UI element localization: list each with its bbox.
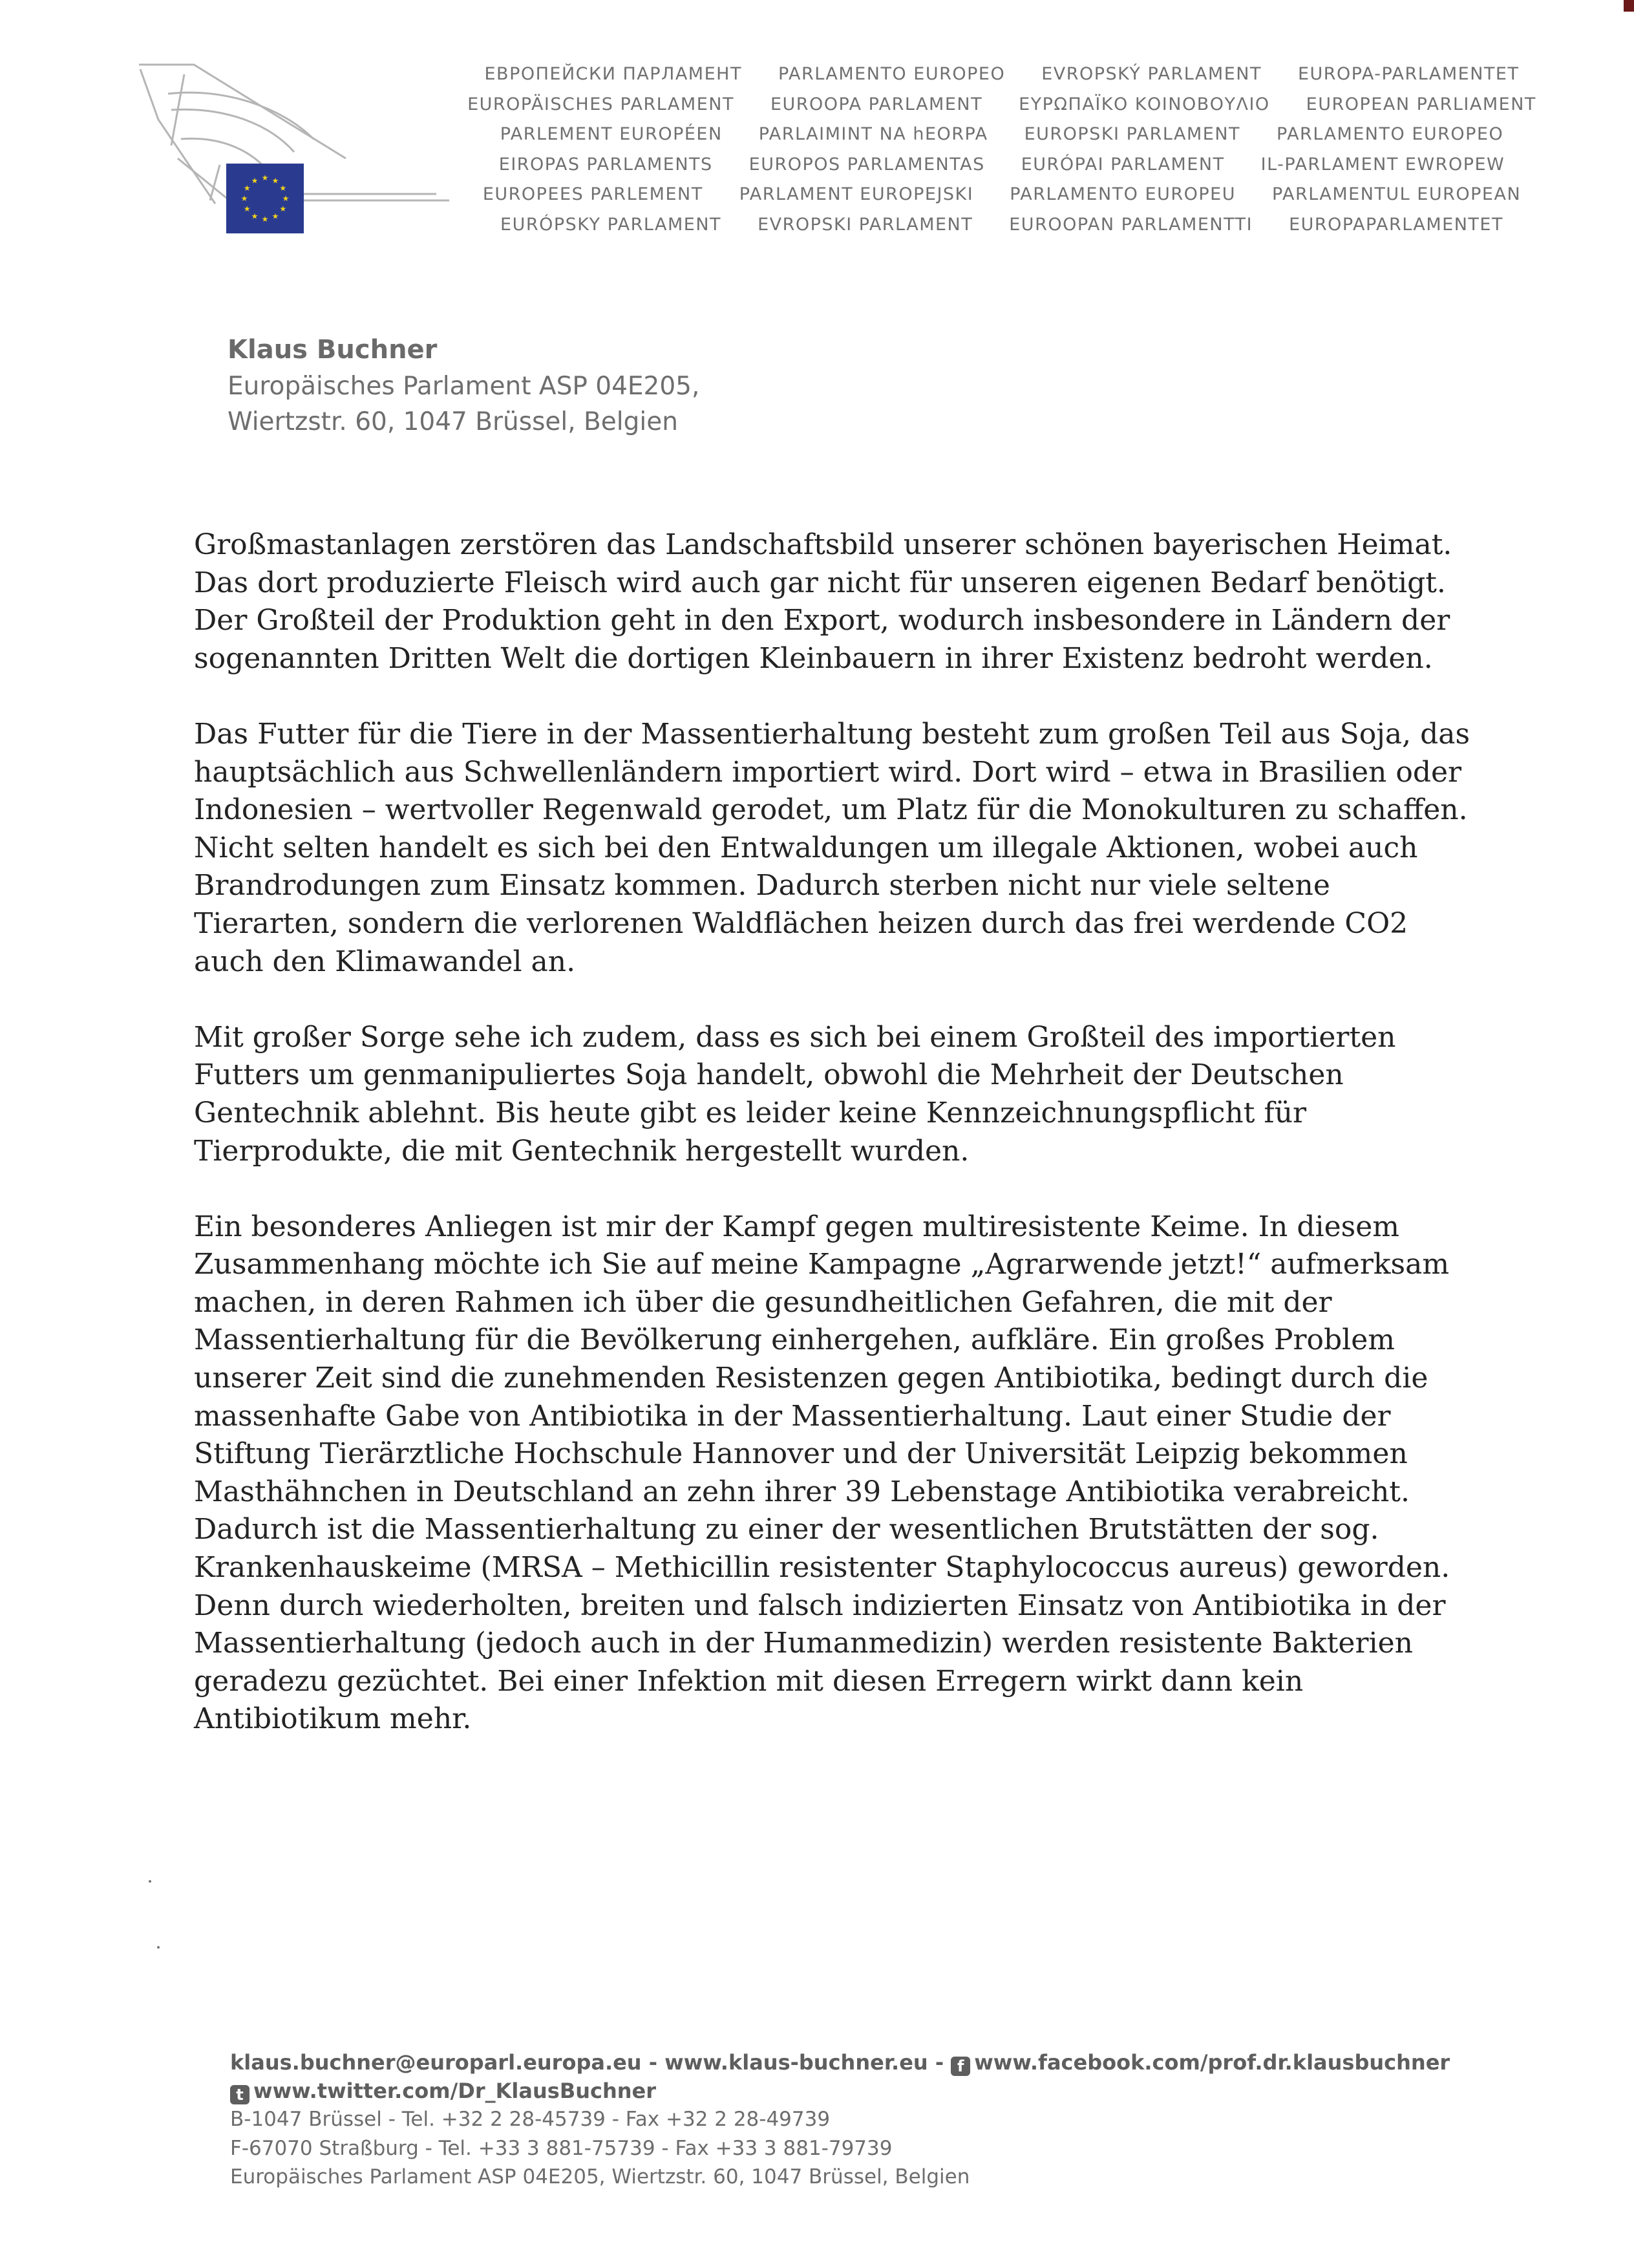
eu-star-icon: ★ [279,204,287,213]
hemicycle-line [210,165,220,200]
parliament-name: EUROPOS PARLAMENTAS [748,154,985,175]
parliament-name: ΕΥΡΩΠΑΪΚΟ ΚΟΙΝΟΒΟΥΛΙΟ [1019,94,1270,114]
hemicycle-line [178,158,229,200]
body-paragraph [194,1019,1454,1170]
european-parliament-logo [133,61,456,242]
parliament-name: EVROPSKI PARLAMENT [758,214,973,235]
parliament-name: PARLAMENTUL EUROPEAN [1271,184,1522,204]
body-line: Antibiotikum mehr. [194,1702,472,1736]
body-line: Zusammenhang möchte ich Sie auf meine Kampagne „Agrarwende jetzt!“ aufmerksam [194,1248,1450,1281]
parliament-name: EIROPAS PARLAMENTS [498,154,713,175]
parliament-name: PARLAMENTO EUROPEU [1010,184,1236,204]
body-line: Indonesien – wertvoller Regenwald gerodet, um Platz für die Monokulturen zu schaffen. [194,793,1468,827]
body-line: Brandrodungen zum Einsatz kommen. Dadurch sterben nicht nur viele seltene [194,869,1330,903]
eu-star-icon: ★ [271,176,279,186]
footer-contact-line [230,2048,1450,2077]
parliament-names-row [427,90,1577,120]
body-line: Massentierhaltung (jedoch auch in der Humanmedizin) werden resistente Bakterien [194,1627,1413,1660]
eu-star-icon: ★ [251,176,259,186]
eu-star-icon: ★ [261,173,269,182]
footer-separator: - [928,2050,951,2075]
scan-speck [149,1880,151,1883]
body-paragraph [194,716,1470,981]
eu-star-icon: ★ [279,184,287,193]
body-line: Tierarten, sondern die verlorenen Waldflächen heizen durch das frei werdende CO2 [194,906,1408,940]
body-line: Ein besonderes Anliegen ist mir der Kampf gegen multiresistente Keime. In diesem [194,1210,1399,1243]
hemicycle-line [139,65,346,158]
facebook-icon: f [951,2057,970,2076]
footer-facebook-link[interactable]: www.facebook.com/prof.dr.klausbuchner [974,2050,1450,2075]
body-line: Das Futter für die Tiere in der Massentierhaltung besteht zum großen Teil aus Soja, das [194,717,1470,751]
parliament-names-row [427,59,1577,90]
letter-body [194,526,1470,1777]
parliament-name: EURÓPAI PARLAMENT [1021,154,1225,175]
parliament-names-block [427,59,1577,240]
parliament-name: ЕВРОПЕЙСКИ ПАРЛАМЕНТ [484,64,742,84]
body-line: Großmastanlagen zerstören das Landschaftsbild unserer schönen bayerischen Heimat. [194,528,1452,561]
body-line: Nicht selten handelt es sich bei den Entwaldungen um illegale Aktionen, wobei auch [194,831,1418,864]
body-line: massenhafte Gabe von Antibiotika in der Massentierhaltung. Laut einer Studie der [194,1399,1391,1433]
parliament-name: EUROPA-PARLAMENTET [1297,64,1520,84]
parliament-names-row [427,210,1577,241]
body-line: sogenannten Dritten Welt die dortigen Kleinbauern in ihrer Existenz bedroht werden. [194,641,1433,675]
footer-brussels-contact: B-1047 Brüssel - Tel. +32 2 28-45739 - Fax +32 2 28-49739 [230,2108,831,2131]
body-line: Der Großteil der Produktion geht in den Export, wodurch insbesondere in Ländern der [194,604,1450,637]
parliament-name: PARLEMENT EUROPÉEN [500,124,723,144]
scan-speck [157,1946,160,1949]
eu-star-icon: ★ [243,184,251,193]
footer-website-link[interactable]: www.klaus-buchner.eu [664,2050,928,2075]
footer-address: Europäisches Parlament ASP 04E205, Wiertzstr. 60, 1047 Brüssel, Belgien [230,2165,970,2188]
body-line: Masthähnchen in Deutschland an zehn ihrer 39 Lebenstage Antibiotika verabreicht. [194,1475,1410,1508]
body-line: unserer Zeit sind die zunehmenden Resistenzen gegen Antibiotika, bedingt durch die [194,1362,1428,1395]
twitter-icon: t [230,2085,249,2104]
body-line: hauptsächlich aus Schwellenländern importiert wird. Dort wird – etwa in Brasilien oder [194,755,1462,789]
body-line: Dadurch ist die Massentierhaltung zu einer der wesentlichen Brutstätten der sog. [194,1513,1379,1546]
sender-address-line-1: Europäisches Parlament ASP 04E205, [228,372,700,401]
eu-star-icon: ★ [251,211,259,221]
eu-star-icon: ★ [243,204,251,213]
body-line: Gentechnik ablehnt. Bis heute gibt es leider keine Kennzeichnungspflicht für [194,1096,1307,1129]
parliament-name: EUROOPAN PARLAMENTTI [1009,214,1253,235]
footer-separator: - [641,2050,665,2075]
body-line: Das dort produzierte Fleisch wird auch gar nicht für unseren eigenen Bedarf benötigt. [194,566,1446,599]
body-line: Denn durch wiederholten, breiten und falsch indizierten Einsatz von Antibiotika in der [194,1589,1446,1622]
body-line: Tierprodukte, die mit Gentechnik hergestellt wurden. [194,1134,970,1168]
body-line: auch den Klimawandel an. [194,945,576,978]
eu-star-icon: ★ [240,194,248,203]
parliament-name: EUROPAPARLAMENTET [1289,214,1503,235]
parliament-names-row [427,180,1577,210]
sender-block [228,331,699,440]
eu-star-icon: ★ [261,215,269,224]
footer-twitter-line [230,2077,1450,2105]
parliament-name: EUROPÄISCHES PARLAMENT [467,94,734,114]
parliament-names-row [427,150,1577,180]
parliament-name: EUROPEAN PARLIAMENT [1306,94,1536,114]
body-line: geradezu gezüchtet. Bei einer Infektion mit diesen Erregern wirkt dann kein [194,1664,1304,1698]
footer [230,2048,1450,2192]
parliament-name: EURÓPSKY PARLAMENT [500,214,722,235]
parliament-name: EUROOPA PARLAMENT [770,94,983,114]
hemicycle-line [140,69,215,204]
parliament-name: EVROPSKÝ PARLAMENT [1041,64,1262,84]
body-paragraph [194,1208,1454,1738]
parliament-name: PARLAIMINT NA hEORPA [758,124,988,144]
eu-star-icon: ★ [271,211,279,221]
body-line: Futters um genmanipuliertes Soja handelt, obwohl die Mehrheit der Deutschen [194,1058,1344,1092]
parliament-name: IL-PARLAMENT EWROPEW [1260,154,1505,175]
hemicycle-line [168,92,313,139]
parliament-name: PARLAMENT EUROPEJSKI [739,184,974,204]
parliament-name: PARLAMENTO EUROPEO [1277,124,1504,144]
eu-star-icon: ★ [282,194,290,203]
body-line: Massentierhaltung für die Bevölkerung einhergehen, aufkläre. Ein großes Problem [194,1323,1395,1357]
body-line: Mit großer Sorge sehe ich zudem, dass es sich bei einem Großteil des importierten [194,1020,1396,1054]
scan-corner-mark [1624,0,1634,12]
parliament-name: EUROPEES PARLEMENT [482,184,703,204]
sender-address-line-2: Wiertzstr. 60, 1047 Brüssel, Belgien [228,407,678,436]
body-line: machen, in deren Rahmen ich über die gesundheitlichen Gefahren, die mit der [194,1285,1332,1319]
parliament-name: PARLAMENTO EUROPEO [778,64,1006,84]
sender-name: Klaus Buchner [228,335,438,365]
body-line: Krankenhauskeime (MRSA – Methicillin resistenter Staphylococcus aureus) geworden. [194,1551,1450,1585]
parliament-names-row [427,120,1577,150]
parliament-name: EUROPSKI PARLAMENT [1024,124,1241,144]
footer-strasbourg-contact: F-67070 Straßburg - Tel. +33 3 881-75739 - Fax +33 3 881-79739 [230,2136,893,2160]
footer-email-link[interactable]: klaus.buchner@europarl.europa.eu [230,2050,642,2075]
body-line: Stiftung Tierärztliche Hochschule Hannover und der Universität Leipzig bekommen [194,1437,1408,1471]
body-paragraph [194,526,1454,678]
footer-twitter-link[interactable]: www.twitter.com/Dr_KlausBuchner [253,2079,656,2103]
